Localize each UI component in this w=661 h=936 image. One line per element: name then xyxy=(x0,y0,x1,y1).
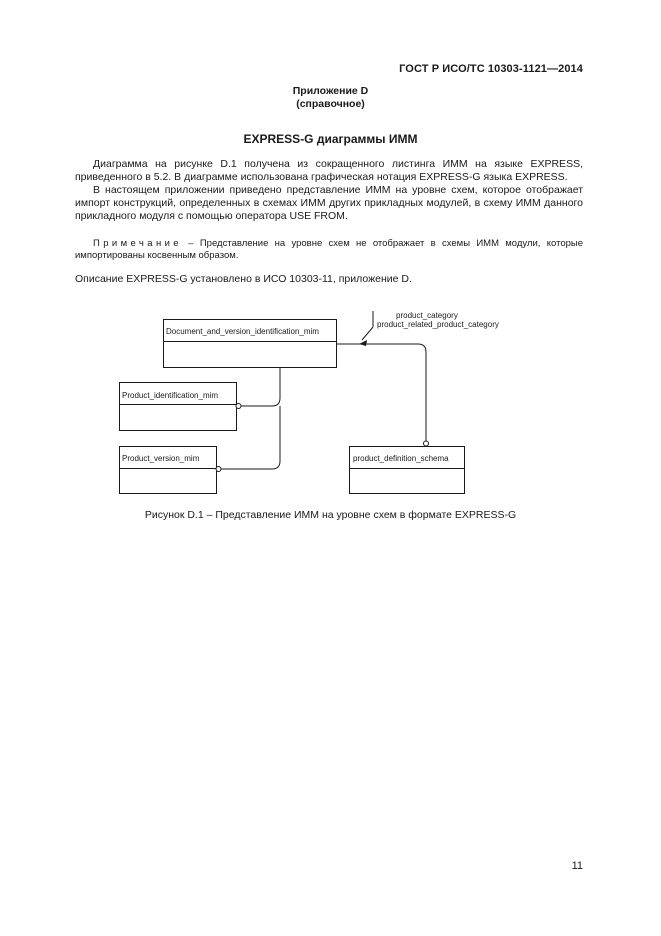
paragraph-1: Диаграмма на рисунке D.1 получена из сокращенного листинга ИММ на языке EXPRESS, приведенного в 5.2. В диаграмме использована графическая нотация EXPRESS-G языка EXPRESS. xyxy=(75,158,583,183)
annex-title: Приложение D xyxy=(292,85,369,97)
attribute-label-2: product_related_product_category xyxy=(377,320,499,329)
note-text: – Представление на уровне схем не отображает в схемы ИММ модули, которые импортированы косвенным образом. xyxy=(75,238,583,261)
connector-version xyxy=(221,406,280,469)
paragraph-3: Описание EXPRESS-G установлено в ИСО 10303-11, приложение D. xyxy=(75,273,412,285)
arrowhead xyxy=(359,340,367,346)
product-identification-box xyxy=(120,383,237,431)
box-label-document: Document_and_version_identification_mim xyxy=(166,327,319,336)
note-label: Примечание xyxy=(93,238,182,249)
paragraph-2: В настоящем приложении приведено представление ИММ на уровне схем, которое отображает импорт конструкций, определенных в схемах ИММ других прикладных модулей, в схему ИММ данного прикладного модуля с помощью оператора USE FROM. xyxy=(75,184,583,222)
figure-caption: Рисунок D.1 – Представление ИММ на уровне схем в формате EXPRESS-G xyxy=(144,509,517,521)
connector-definition xyxy=(337,344,427,441)
box-label-product-identification: Product_identification_mim xyxy=(122,391,219,400)
attribute-label-1: product_category xyxy=(396,311,458,320)
connector-identification xyxy=(241,368,280,407)
section-title: EXPRESS-G диаграммы ИММ xyxy=(243,132,418,146)
annex-subtitle: (справочное) xyxy=(296,98,365,110)
standard-header: ГОСТ Р ИСО/ТС 10303-1121—2014 xyxy=(399,63,583,75)
page-number: 11 xyxy=(571,860,583,872)
box-label-product-definition: product_definition_schema xyxy=(353,454,449,463)
box-label-product-version: Product_version_mim xyxy=(122,454,200,463)
